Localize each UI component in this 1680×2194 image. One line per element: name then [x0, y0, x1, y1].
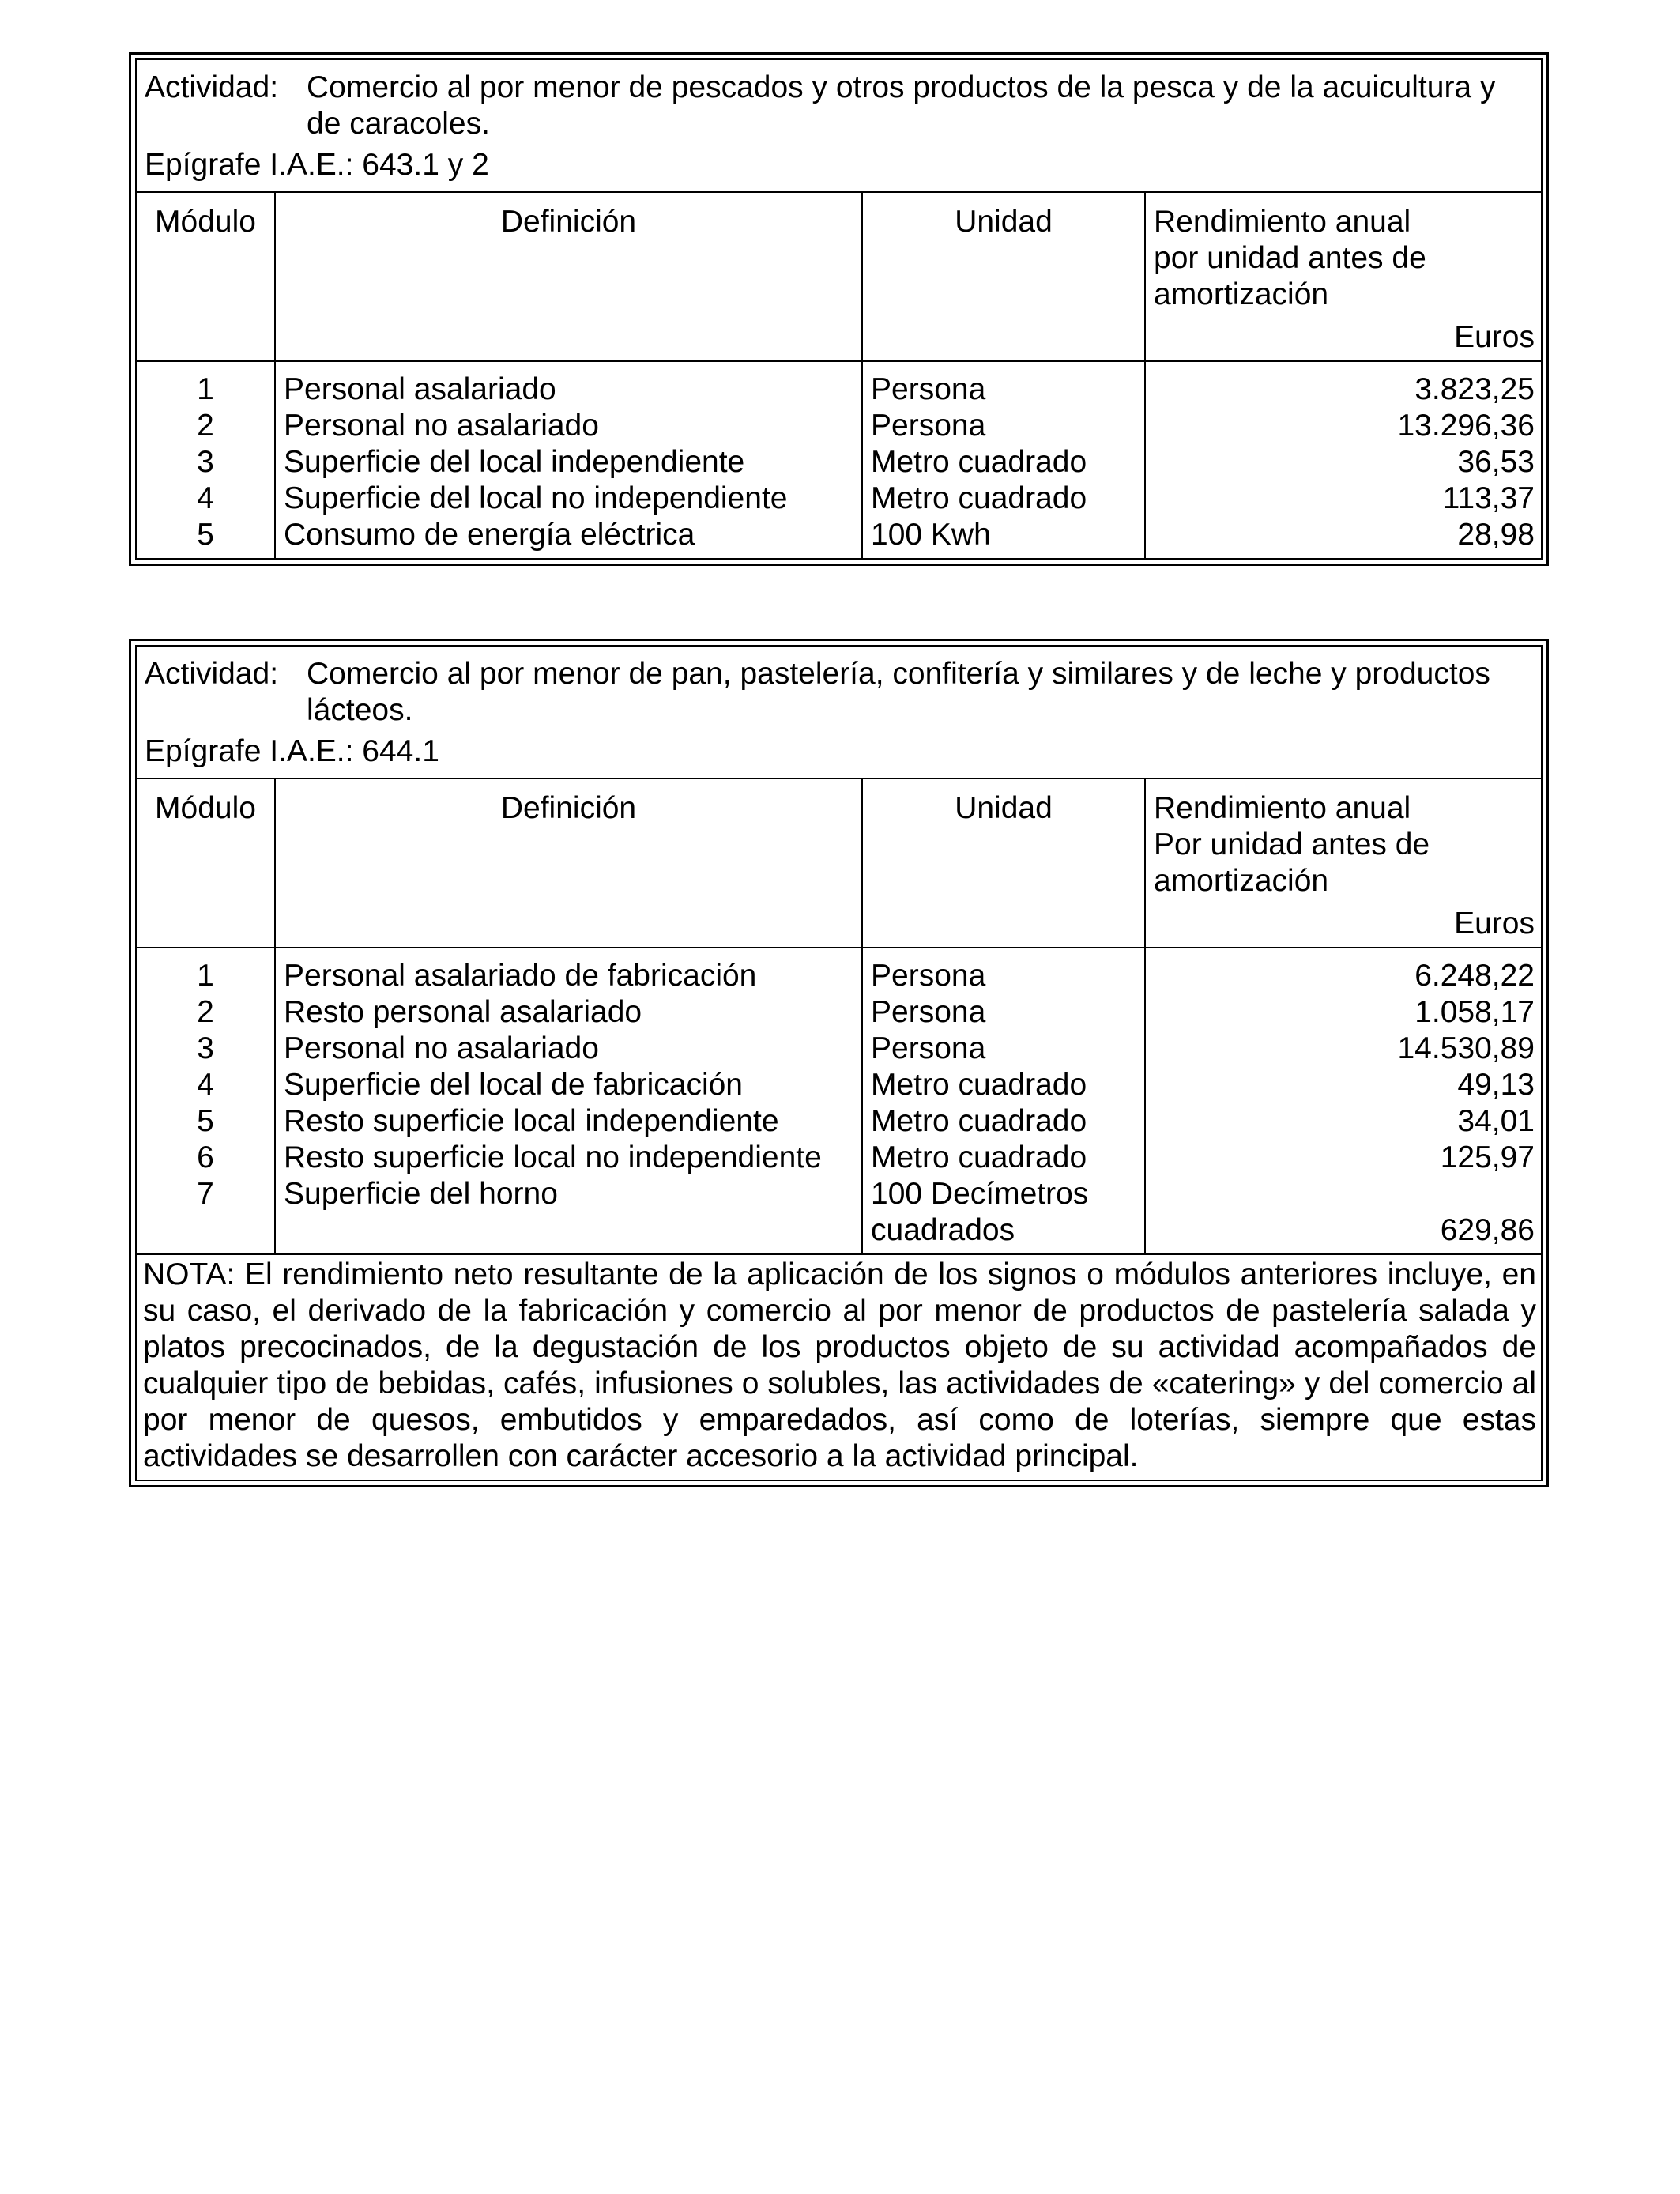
- actividad-label: Actividad:: [145, 70, 279, 104]
- actividad-text: Comercio al por menor de pan, pastelería, confitería y similares y de leche y productos lácteos.: [307, 657, 1490, 727]
- cell-definicion: Personal no asalariado: [284, 409, 599, 443]
- header-rendimiento: [1146, 193, 1541, 360]
- col-rendimiento: [1146, 362, 1541, 558]
- header-rendimiento-line2: por unidad antes de: [1154, 241, 1426, 275]
- cell-valor: 125,97: [1440, 1140, 1535, 1174]
- cell-definicion: Personal no asalariado: [284, 1031, 599, 1065]
- cell-definicion: Superficie del local no independiente: [284, 481, 788, 515]
- cell-unidad: Metro cuadrado: [871, 445, 1087, 479]
- cell-unidad: 100 Decímetros: [871, 1177, 1089, 1211]
- cell-definicion: Personal asalariado: [284, 372, 556, 406]
- header-rendimiento-line3: amortización: [1154, 277, 1329, 311]
- col-definicion: [276, 362, 863, 558]
- actividad-row: [137, 647, 1541, 729]
- cell-modulo: 6: [197, 1140, 214, 1174]
- header-definicion: Definición: [276, 779, 863, 947]
- cell-unidad: 100 Kwh: [871, 518, 991, 552]
- cell-valor: 14.530,89: [1397, 1031, 1535, 1065]
- table-pan-pasteleria: [129, 639, 1549, 1487]
- epigrafe: Epígrafe I.A.E.: 643.1 y 2: [137, 142, 1541, 193]
- col-definicion: [276, 948, 863, 1253]
- cell-unidad: Persona: [871, 1031, 986, 1065]
- table-inner: [135, 645, 1543, 1481]
- cell-definicion: Consumo de energía eléctrica: [284, 518, 695, 552]
- cell-valor: 34,01: [1457, 1104, 1535, 1138]
- col-modulo: [137, 948, 276, 1253]
- col-rendimiento: [1146, 948, 1541, 1253]
- cell-unidad: Metro cuadrado: [871, 481, 1087, 515]
- cell-definicion: Personal asalariado de fabricación: [284, 959, 757, 993]
- header-rendimiento-line1: Rendimiento anual: [1154, 791, 1411, 825]
- header-unidad: Unidad: [863, 779, 1146, 947]
- header-unidad: Unidad: [863, 193, 1146, 360]
- table-pescados: [129, 52, 1549, 566]
- cell-valor: 13.296,36: [1397, 409, 1535, 443]
- cell-modulo: 3: [197, 445, 214, 479]
- header-definicion: Definición: [276, 193, 863, 360]
- header-rendimiento: [1146, 779, 1541, 947]
- cell-valor: 3.823,25: [1414, 372, 1535, 406]
- cell-valor: 28,98: [1457, 518, 1535, 552]
- cell-unidad: Metro cuadrado: [871, 1068, 1087, 1102]
- table-body: [137, 948, 1541, 1253]
- header-euros: Euros: [1454, 907, 1535, 941]
- nota-text: NOTA: El rendimiento neto resultante de la aplicación de los signos o módulos anteriores incluye, en su caso, el derivado de la fabricación y comercio al por menor de productos de pastelería salada y platos precocinados, de la degustación de los productos objeto de su actividad acompañados de cualquier tipo de bebidas, cafés, infusiones o solubles, las actividades de «catering» y del comercio al por menor de quesos, embutidos y emparedados, así como de loterías, siempre que estas actividades se desarrollen con carácter accesorio a la actividad principal.: [137, 1253, 1541, 1480]
- cell-definicion: Resto superficie local no independiente: [284, 1140, 822, 1174]
- cell-modulo: 4: [197, 481, 214, 515]
- epigrafe: Epígrafe I.A.E.: 644.1: [137, 729, 1541, 779]
- cell-definicion: Superficie del local independiente: [284, 445, 745, 479]
- cell-modulo: 1: [197, 959, 214, 993]
- table-inner: [135, 58, 1543, 560]
- cell-unidad: Persona: [871, 959, 986, 993]
- cell-unidad: Persona: [871, 995, 986, 1029]
- col-unidad: [863, 948, 1146, 1253]
- cell-modulo: 1: [197, 372, 214, 406]
- cell-valor: [1146, 1176, 1535, 1212]
- cell-unidad: Metro cuadrado: [871, 1104, 1087, 1138]
- cell-unidad: Metro cuadrado: [871, 1140, 1087, 1174]
- cell-valor: 36,53: [1457, 445, 1535, 479]
- cell-valor: 1.058,17: [1414, 995, 1535, 1029]
- cell-definicion: Superficie del local de fabricación: [284, 1068, 744, 1102]
- cell-definicion: [284, 1212, 861, 1249]
- col-unidad: [863, 362, 1146, 558]
- table-header: [137, 779, 1541, 948]
- cell-valor: 6.248,22: [1414, 959, 1535, 993]
- header-rendimiento-line2: Por unidad antes de: [1154, 827, 1430, 861]
- cell-definicion: Resto personal asalariado: [284, 995, 642, 1029]
- actividad-label: Actividad:: [145, 657, 279, 691]
- cell-valor: 49,13: [1457, 1068, 1535, 1102]
- actividad-row: [137, 60, 1541, 142]
- header-modulo: Módulo: [137, 193, 276, 360]
- cell-modulo: 4: [197, 1068, 214, 1102]
- header-rendimiento-line1: Rendimiento anual: [1154, 205, 1411, 239]
- cell-valor: 113,37: [1442, 481, 1535, 515]
- header-euros: Euros: [1454, 320, 1535, 354]
- cell-modulo: [137, 1212, 274, 1249]
- cell-modulo: 2: [197, 409, 214, 443]
- header-modulo: Módulo: [137, 779, 276, 947]
- cell-modulo: 5: [197, 1104, 214, 1138]
- cell-modulo: 2: [197, 995, 214, 1029]
- actividad-text: Comercio al por menor de pescados y otros productos de la pesca y de la acuicultura y de caracoles.: [307, 70, 1496, 141]
- cell-modulo: 3: [197, 1031, 214, 1065]
- header-rendimiento-line3: amortización: [1154, 864, 1329, 898]
- cell-unidad: Persona: [871, 409, 986, 443]
- table-header: [137, 193, 1541, 362]
- cell-unidad: Persona: [871, 372, 986, 406]
- cell-valor: 629,86: [1440, 1213, 1535, 1247]
- cell-definicion: Resto superficie local independiente: [284, 1104, 779, 1138]
- cell-definicion: Superficie del horno: [284, 1177, 558, 1211]
- cell-modulo: 7: [197, 1177, 214, 1211]
- table-body: [137, 362, 1541, 558]
- cell-unidad: cuadrados: [871, 1213, 1015, 1247]
- col-modulo: [137, 362, 276, 558]
- cell-modulo: 5: [197, 518, 214, 552]
